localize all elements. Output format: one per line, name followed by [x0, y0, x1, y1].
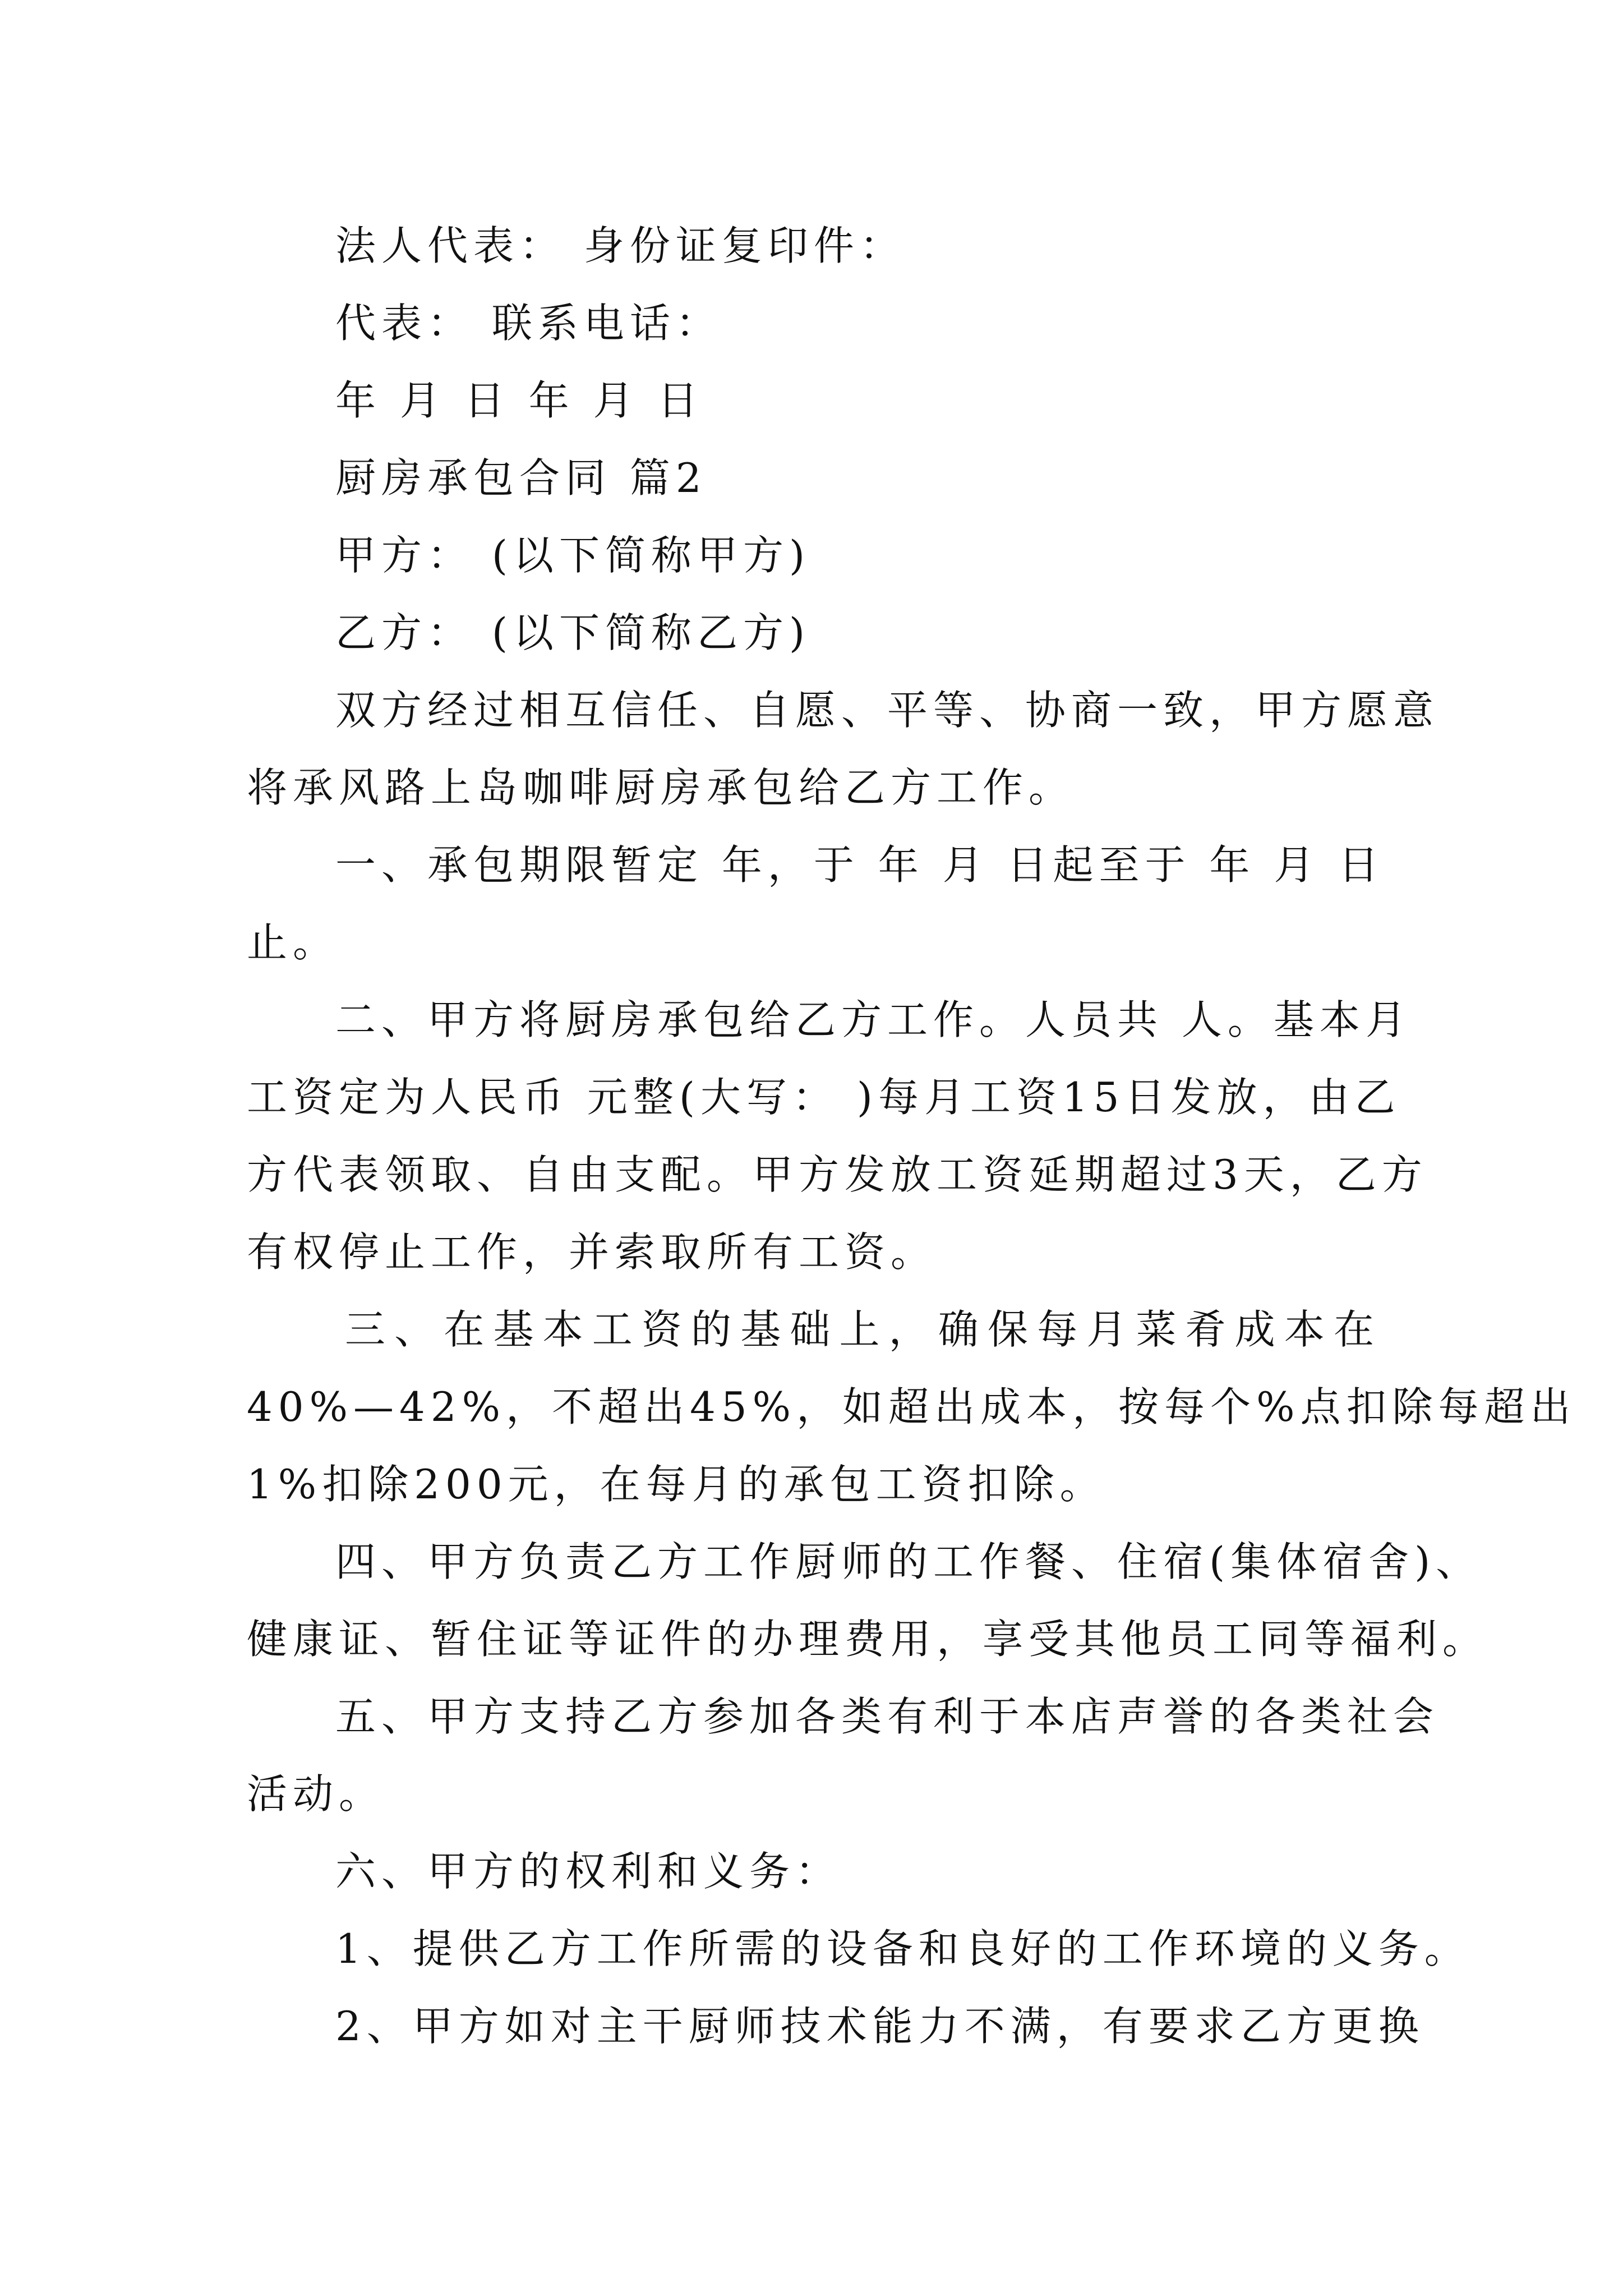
clause-two-line-2: 工资定为人民币 元整(大写： )每月工资15日发放，由乙 [247, 1074, 1401, 1121]
party-b-line: 乙方： (以下简称乙方) [335, 609, 811, 656]
clause-six-item-1: 1、提供乙方工作所需的设备和良好的工作环境的义务。 [335, 1925, 1470, 1972]
clause-two-line-1: 二、甲方将厨房承包给乙方工作。人员共 人。基本月 [335, 996, 1412, 1043]
term-line-1: 一、承包期限暂定 年，于 年 月 日起至于 年 月 日 [335, 841, 1385, 889]
clause-five-line-1: 五、甲方支持乙方参加各类有利于本店声誉的各类社会 [335, 1693, 1440, 1740]
date-line: 年 月 日 年 月 日 [335, 377, 704, 424]
clause-three-line-3: 1%扣除200元，在每月的承包工资扣除。 [247, 1461, 1106, 1508]
legal-representative-line: 法人代表： 身份证复印件： [335, 222, 906, 269]
term-line-2: 止。 [247, 919, 339, 966]
contract-title-line: 厨房承包合同 篇2 [335, 454, 707, 501]
agreement-line-1: 双方经过相互信任、自愿、平等、协商一致，甲方愿意 [335, 687, 1440, 734]
clause-six-item-2: 2、甲方如对主干厨师技术能力不满，有要求乙方更换 [335, 2003, 1424, 2050]
representative-contact-line: 代表： 联系电话： [335, 300, 722, 347]
clause-two-line-3: 方代表领取、自由支配。甲方发放工资延期超过3天，乙方 [247, 1151, 1428, 1198]
clause-five-line-2: 活动。 [247, 1770, 385, 1818]
clause-four-line-1: 四、甲方负责乙方工作厨师的工作餐、住宿(集体宿舍)、 [335, 1538, 1482, 1585]
clause-six-title: 六、甲方的权利和义务： [335, 1848, 842, 1895]
party-a-line: 甲方： (以下简称甲方) [335, 532, 811, 579]
clause-three-line-2: 40%—42%，不超出45%，如超出成本，按每个%点扣除每超出 [247, 1383, 1576, 1430]
clause-three-line-1: 三、在基本工资的基础上，确保每月菜肴成本在 [345, 1306, 1380, 1353]
clause-two-line-4: 有权停止工作，并索取所有工资。 [247, 1228, 937, 1276]
clause-four-line-2: 健康证、暂住证等证件的办理费用，享受其他员工同等福利。 [247, 1616, 1489, 1663]
agreement-line-2: 将承风路上岛咖啡厨房承包给乙方工作。 [247, 764, 1075, 811]
